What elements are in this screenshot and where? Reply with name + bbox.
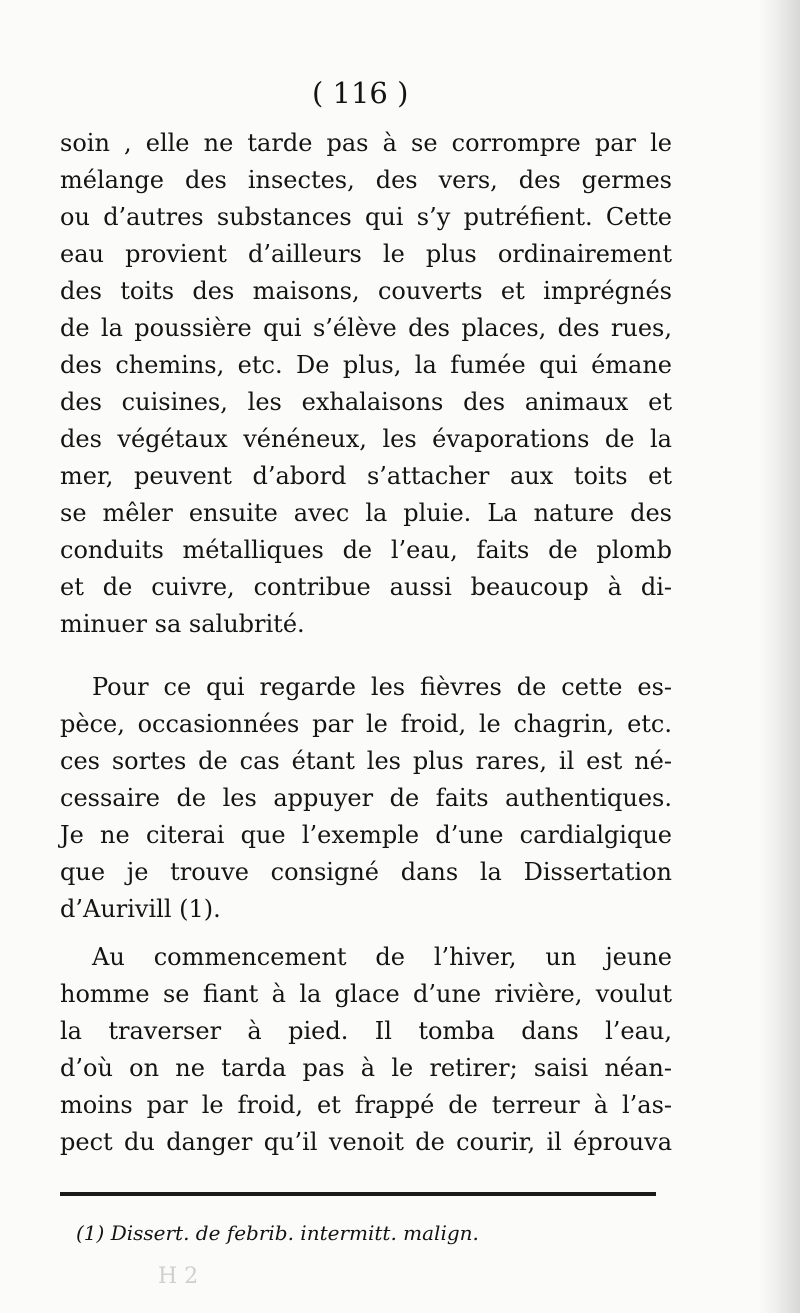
text-line: mélange des insectes, des vers, des germes xyxy=(60,166,672,194)
text-line: pèce, occasionnées par le froid, le chagrin, etc. xyxy=(60,710,672,738)
text-line: mer, peuvent d’abord s’attacher aux toits et xyxy=(60,462,672,490)
footnote: (1) Dissert. de febrib. intermitt. malign. xyxy=(76,1221,479,1245)
text-line: ou d’autres substances qui s’y putréfient. Cette xyxy=(60,203,672,231)
page-number: ( 116 ) xyxy=(312,76,409,110)
text-line: des toits des maisons, couverts et imprégnés xyxy=(60,277,672,305)
text-line: pect du danger qu’il venoit de courir, il éprouva xyxy=(60,1128,672,1156)
signature-mark: H 2 xyxy=(158,1264,199,1289)
text-line: que je trouve consigné dans la Dissertation xyxy=(60,858,672,886)
text-line: Je ne citerai que l’exemple d’une cardialgique xyxy=(60,821,672,849)
text-line: moins par le froid, et frappé de terreur à l’as- xyxy=(60,1091,672,1119)
text-line: des cuisines, les exhalaisons des animaux et xyxy=(60,388,672,416)
text-line: ces sortes de cas étant les plus rares, il est né- xyxy=(60,747,672,775)
text-line: des chemins, etc. De plus, la fumée qui émane xyxy=(60,351,672,379)
text-line: de la poussière qui s’élève des places, des rues, xyxy=(60,314,672,342)
text-line: d’Aurivill (1). xyxy=(60,895,221,923)
text-line: des végétaux vénéneux, les évaporations de la xyxy=(60,425,672,453)
text-line: minuer sa salubrité. xyxy=(60,610,305,638)
text-line: soin , elle ne tarde pas à se corrompre par le xyxy=(60,129,672,157)
text-line: conduits métalliques de l’eau, faits de plomb xyxy=(60,536,672,564)
text-line: Pour ce qui regarde les fièvres de cette es- xyxy=(92,673,672,701)
text-line: eau provient d’ailleurs le plus ordinairement xyxy=(60,240,672,268)
text-line: se mêler ensuite avec la pluie. La nature des xyxy=(60,499,672,527)
text-line: et de cuivre, contribue aussi beaucoup à di- xyxy=(60,573,672,601)
text-line: cessaire de les appuyer de faits authentiques. xyxy=(60,784,672,812)
page-edge-shadow xyxy=(758,0,800,1313)
text-line: d’où on ne tarda pas à le retirer; saisi néan- xyxy=(60,1054,672,1082)
text-line: la traverser à pied. Il tomba dans l’eau, xyxy=(60,1017,672,1045)
text-line: homme se fiant à la glace d’une rivière, voulut xyxy=(60,980,672,1008)
text-line: Au commencement de l’hiver, un jeune xyxy=(92,943,672,971)
footnote-rule xyxy=(60,1192,656,1196)
